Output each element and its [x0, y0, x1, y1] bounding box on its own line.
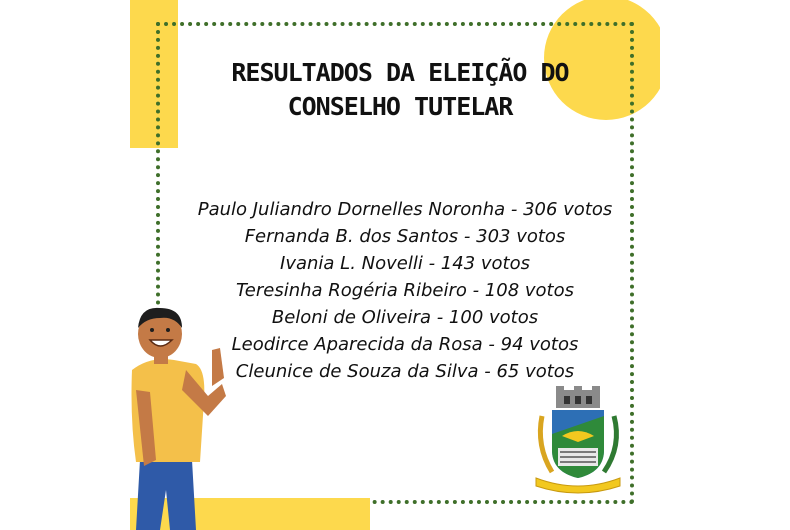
municipal-coat-of-arms [528, 386, 628, 496]
page-title [190, 56, 610, 124]
frame-gap [130, 148, 156, 308]
title-line-2: CONSELHO TUTELAR [287, 92, 513, 121]
list-item: Paulo Juliandro Dornelles Noronha - 306 votos [197, 199, 613, 220]
title-line-1: RESULTADOS DA ELEIÇÃO DO [231, 58, 569, 87]
post-card [130, 0, 660, 530]
list-item: Ivania L. Novelli - 143 votos [280, 253, 530, 274]
list-item: Beloni de Oliveira - 100 votos [271, 307, 539, 328]
list-item: Teresinha Rogéria Ribeiro - 108 votos [236, 280, 574, 301]
list-item: Fernanda B. dos Santos - 303 votos [244, 226, 566, 247]
list-item: Cleunice de Souza da Silva - 65 votos [235, 361, 575, 382]
list-item: Leodirce Aparecida da Rosa - 94 votos [231, 334, 579, 355]
boy-thumbs-up-illustration [130, 300, 240, 530]
